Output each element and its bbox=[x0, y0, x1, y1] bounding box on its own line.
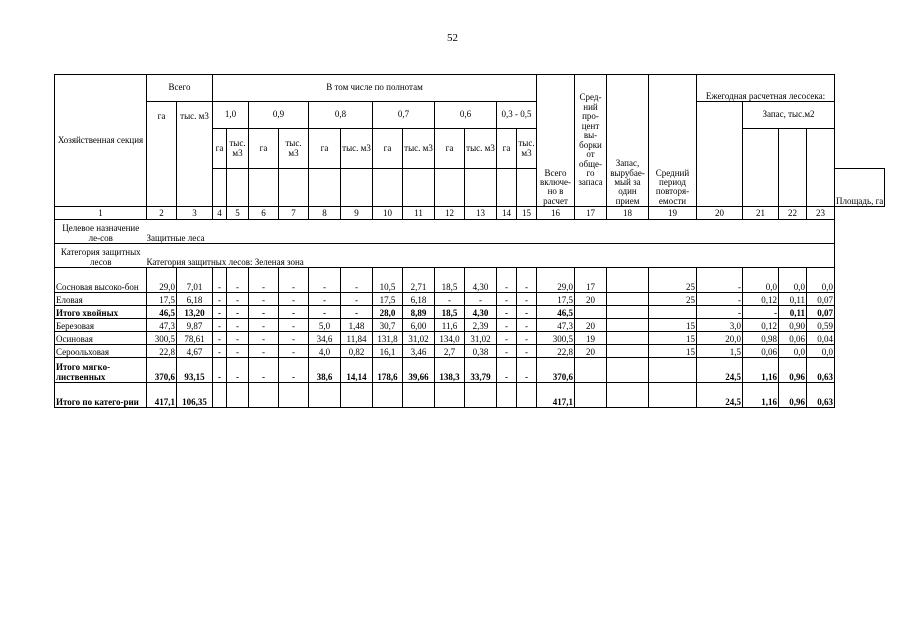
table-cell: 0,0 bbox=[743, 268, 779, 293]
table-cell: - bbox=[227, 306, 249, 319]
table-cell bbox=[607, 268, 649, 293]
sub-ha: га bbox=[309, 129, 341, 169]
table-cell bbox=[607, 383, 649, 408]
table-cell: 131,8 bbox=[373, 332, 403, 345]
column-number: 2 bbox=[147, 207, 177, 220]
table-cell bbox=[607, 332, 649, 345]
table-cell: 0,06 bbox=[743, 345, 779, 358]
table-cell: 2,7 bbox=[435, 345, 465, 358]
table-cell bbox=[309, 383, 341, 408]
table-cell: 15 bbox=[649, 345, 697, 358]
table-cell: 0,59 bbox=[807, 319, 835, 332]
purpose-label: Целевое назначение ле-сов bbox=[55, 220, 147, 244]
table-cell: - bbox=[309, 268, 341, 293]
table-cell: 1,5 bbox=[697, 345, 743, 358]
table-cell: 25 bbox=[649, 293, 697, 306]
table-row bbox=[55, 358, 885, 383]
table-cell: 0,06 bbox=[779, 332, 807, 345]
table-cell: 38,6 bbox=[309, 358, 341, 383]
table-cell: - bbox=[227, 268, 249, 293]
sub-ha: га bbox=[213, 129, 227, 169]
table-cell bbox=[575, 306, 607, 319]
header-section: Хозяйственная секция bbox=[55, 75, 147, 207]
table-cell: 34,6 bbox=[309, 332, 341, 345]
table-cell: 20,0 bbox=[697, 332, 743, 345]
table-cell bbox=[341, 383, 373, 408]
column-number: 9 bbox=[341, 207, 373, 220]
table-cell: 78,61 bbox=[177, 332, 213, 345]
table-cell: 134,0 bbox=[435, 332, 465, 345]
table-row bbox=[55, 293, 885, 306]
table-cell: - bbox=[497, 268, 517, 293]
column-number: 14 bbox=[497, 207, 517, 220]
table-cell: - bbox=[517, 306, 537, 319]
table-row bbox=[55, 306, 885, 319]
table-cell: 11,6 bbox=[435, 319, 465, 332]
table-cell: 33,79 bbox=[465, 358, 497, 383]
table-cell: 0,12 bbox=[743, 293, 779, 306]
table-cell bbox=[213, 383, 227, 408]
table-cell: 0,0 bbox=[807, 345, 835, 358]
table-cell bbox=[517, 383, 537, 408]
table-cell: - bbox=[497, 306, 517, 319]
table-cell: - bbox=[279, 293, 309, 306]
table-cell: - bbox=[279, 332, 309, 345]
table-cell: 370,6 bbox=[537, 358, 575, 383]
sub-ha: га bbox=[497, 129, 517, 169]
table-cell: 39,66 bbox=[403, 358, 435, 383]
table-cell: - bbox=[497, 332, 517, 345]
table-cell: 0,0 bbox=[779, 345, 807, 358]
table-cell: 417,1 bbox=[537, 383, 575, 408]
table-cell: 6,00 bbox=[403, 319, 435, 332]
table-cell: 1,16 bbox=[743, 358, 779, 383]
row-label: Осиновая bbox=[55, 332, 147, 345]
table-cell: 0,07 bbox=[807, 293, 835, 306]
table-cell bbox=[607, 293, 649, 306]
table-cell: 17,5 bbox=[147, 293, 177, 306]
column-number: 15 bbox=[517, 207, 537, 220]
table-cell: 138,3 bbox=[435, 358, 465, 383]
table-cell: - bbox=[213, 293, 227, 306]
header-thous-m3: тыс. м3 bbox=[177, 102, 213, 207]
column-number: 6 bbox=[249, 207, 279, 220]
column-number: 21 bbox=[743, 207, 779, 220]
sub-m3: тыс. м3 bbox=[227, 129, 249, 169]
table-cell: - bbox=[497, 293, 517, 306]
table-cell: 0,90 bbox=[779, 319, 807, 332]
table-cell: - bbox=[497, 358, 517, 383]
table-cell: 0,12 bbox=[743, 319, 779, 332]
column-number: 3 bbox=[177, 207, 213, 220]
sub-ha: га bbox=[435, 129, 465, 169]
table-cell: - bbox=[309, 306, 341, 319]
table-cell: 9,87 bbox=[177, 319, 213, 332]
column-number: 16 bbox=[537, 207, 575, 220]
header-ha: га bbox=[147, 102, 177, 207]
sub-m3: тыс. м3 bbox=[279, 129, 309, 169]
table-cell: - bbox=[435, 293, 465, 306]
table-row bbox=[55, 332, 885, 345]
table-cell bbox=[249, 383, 279, 408]
table-cell: 11,84 bbox=[341, 332, 373, 345]
table-cell: 106,35 bbox=[177, 383, 213, 408]
table-cell bbox=[607, 358, 649, 383]
table-cell: 0,04 bbox=[807, 332, 835, 345]
column-number: 17 bbox=[575, 207, 607, 220]
row-label: Сосновая высоко-бон bbox=[55, 268, 147, 293]
table-cell: - bbox=[697, 306, 743, 319]
table-cell: 29,0 bbox=[537, 268, 575, 293]
table-cell bbox=[649, 358, 697, 383]
table-cell: 6,18 bbox=[177, 293, 213, 306]
table-cell: 22,8 bbox=[537, 345, 575, 358]
table-cell: - bbox=[249, 332, 279, 345]
table-cell: 7,01 bbox=[177, 268, 213, 293]
column-number: 8 bbox=[309, 207, 341, 220]
table-cell: - bbox=[341, 306, 373, 319]
table-cell: 178,6 bbox=[373, 358, 403, 383]
table-cell: 47,3 bbox=[537, 319, 575, 332]
sub-m3: тыс. м3 bbox=[341, 129, 373, 169]
table-cell: 29,0 bbox=[147, 268, 177, 293]
header-area: Площадь, га bbox=[835, 169, 885, 207]
density-2: 0,9 bbox=[249, 102, 309, 129]
header-total-in-calc: Всего включе-но в расчет bbox=[537, 169, 575, 207]
table-cell: 13,20 bbox=[177, 306, 213, 319]
column-number: 19 bbox=[649, 207, 697, 220]
table-cell: 300,5 bbox=[147, 332, 177, 345]
table-cell bbox=[373, 383, 403, 408]
table-cell: 5,0 bbox=[309, 319, 341, 332]
table-cell: - bbox=[279, 268, 309, 293]
header-total: Всего bbox=[147, 75, 213, 102]
column-numbers-row bbox=[55, 207, 885, 220]
table-cell: - bbox=[743, 306, 779, 319]
column-number: 1 bbox=[55, 207, 147, 220]
table-row bbox=[55, 268, 885, 293]
table-cell: - bbox=[227, 358, 249, 383]
column-number: 12 bbox=[435, 207, 465, 220]
table-cell: 31,02 bbox=[403, 332, 435, 345]
table-cell: - bbox=[227, 319, 249, 332]
table-cell: - bbox=[517, 293, 537, 306]
sub-ha: га bbox=[249, 129, 279, 169]
header-stock-cut: Запас, вырубае-мый за один прием bbox=[607, 75, 649, 207]
table-cell: 1,16 bbox=[743, 383, 779, 408]
column-number: 13 bbox=[465, 207, 497, 220]
table-cell: 46,5 bbox=[537, 306, 575, 319]
table-cell: - bbox=[249, 358, 279, 383]
table-cell: 15 bbox=[649, 332, 697, 345]
table-cell: - bbox=[213, 306, 227, 319]
table-cell: 30,7 bbox=[373, 319, 403, 332]
density-3: 0,8 bbox=[309, 102, 373, 129]
table-cell: 4,30 bbox=[465, 268, 497, 293]
table-cell: - bbox=[279, 319, 309, 332]
page-number: 52 bbox=[447, 32, 458, 44]
table-cell bbox=[435, 383, 465, 408]
row-label: Еловая bbox=[55, 293, 147, 306]
table-cell: 1,48 bbox=[341, 319, 373, 332]
table-cell: - bbox=[517, 345, 537, 358]
table-cell: - bbox=[497, 345, 517, 358]
table-cell: 0,07 bbox=[807, 306, 835, 319]
table-cell: 0,38 bbox=[465, 345, 497, 358]
table-cell: 0,11 bbox=[779, 293, 807, 306]
table-cell bbox=[607, 345, 649, 358]
table-cell: 47,3 bbox=[147, 319, 177, 332]
header-avg-period: Средний период повторя-емости bbox=[649, 75, 697, 207]
table-cell: 4,30 bbox=[465, 306, 497, 319]
table-cell: 0,98 bbox=[743, 332, 779, 345]
table-cell: 0,63 bbox=[807, 383, 835, 408]
sub-m3: тыс. м3 bbox=[465, 129, 497, 169]
table-cell: 46,5 bbox=[147, 306, 177, 319]
table-cell: - bbox=[213, 268, 227, 293]
table-cell: - bbox=[249, 306, 279, 319]
table-cell: 3,46 bbox=[403, 345, 435, 358]
purpose-value: Защитные леса bbox=[147, 220, 835, 244]
table-cell: - bbox=[249, 293, 279, 306]
table-cell: - bbox=[249, 345, 279, 358]
table-cell: 17,5 bbox=[373, 293, 403, 306]
table-cell: - bbox=[227, 332, 249, 345]
table-row bbox=[55, 345, 885, 358]
table-cell bbox=[497, 383, 517, 408]
table-cell: - bbox=[517, 319, 537, 332]
table-cell: 20 bbox=[575, 319, 607, 332]
table-cell: 22,8 bbox=[147, 345, 177, 358]
table-cell: 0,96 bbox=[779, 383, 807, 408]
table-cell: 417,1 bbox=[147, 383, 177, 408]
row-label: Итого мягко-лиственных bbox=[55, 358, 147, 383]
table-cell: 3,0 bbox=[697, 319, 743, 332]
column-number: 7 bbox=[279, 207, 309, 220]
header-avg-pct: Сред-ний про-цент вы-борки от обще-го запаса bbox=[575, 75, 607, 207]
table-cell: 18,5 bbox=[435, 268, 465, 293]
table-cell bbox=[649, 306, 697, 319]
table-cell: 20 bbox=[575, 293, 607, 306]
table-cell: 10,5 bbox=[373, 268, 403, 293]
table-cell: - bbox=[465, 293, 497, 306]
table-cell: - bbox=[279, 306, 309, 319]
table-cell bbox=[465, 383, 497, 408]
table-cell: 0,82 bbox=[341, 345, 373, 358]
table-cell: - bbox=[227, 293, 249, 306]
header-stock-unit: Запас, тыс.м2 bbox=[743, 102, 835, 129]
table-cell: 0,0 bbox=[807, 268, 835, 293]
row-label: Итого хвойных bbox=[55, 306, 147, 319]
table-cell: 28,0 bbox=[373, 306, 403, 319]
table-cell: - bbox=[227, 345, 249, 358]
table-row bbox=[55, 319, 885, 332]
sub-m3: тыс. м3 bbox=[403, 129, 435, 169]
table-cell: - bbox=[213, 345, 227, 358]
table-cell: 2,39 bbox=[465, 319, 497, 332]
table-cell: 0,11 bbox=[779, 306, 807, 319]
table-cell: 0,63 bbox=[807, 358, 835, 383]
density-5: 0,6 bbox=[435, 102, 497, 129]
table-cell: - bbox=[309, 293, 341, 306]
table-cell: - bbox=[517, 268, 537, 293]
table-cell: - bbox=[213, 319, 227, 332]
table-cell: 18,5 bbox=[435, 306, 465, 319]
table-cell: 20 bbox=[575, 345, 607, 358]
table-cell: - bbox=[249, 319, 279, 332]
row-label: Сероольховая bbox=[55, 345, 147, 358]
table-cell: 24,5 bbox=[697, 383, 743, 408]
table-cell: - bbox=[517, 358, 537, 383]
table-cell: 0,96 bbox=[779, 358, 807, 383]
table-cell bbox=[607, 306, 649, 319]
table-cell: 0,0 bbox=[779, 268, 807, 293]
table-cell: - bbox=[279, 358, 309, 383]
table-cell bbox=[575, 383, 607, 408]
table-cell: - bbox=[497, 319, 517, 332]
table-cell: - bbox=[697, 293, 743, 306]
table-cell: 16,1 bbox=[373, 345, 403, 358]
table-cell bbox=[279, 383, 309, 408]
density-6: 0,3 - 0,5 bbox=[497, 102, 537, 129]
table-cell: 2,71 bbox=[403, 268, 435, 293]
table-cell bbox=[227, 383, 249, 408]
table-cell: 4,0 bbox=[309, 345, 341, 358]
sub-ha: га bbox=[373, 129, 403, 169]
column-number: 5 bbox=[227, 207, 249, 220]
table-cell bbox=[575, 358, 607, 383]
column-number: 20 bbox=[697, 207, 743, 220]
table-cell: 300,5 bbox=[537, 332, 575, 345]
table-cell: - bbox=[279, 345, 309, 358]
sub-m3: тыс. м3 bbox=[517, 129, 537, 169]
table-cell: 370,6 bbox=[147, 358, 177, 383]
table-cell: 8,89 bbox=[403, 306, 435, 319]
table-cell: - bbox=[341, 293, 373, 306]
table-cell bbox=[649, 383, 697, 408]
table-cell: - bbox=[341, 268, 373, 293]
table-cell: - bbox=[213, 358, 227, 383]
header-by-density: В том числе по полнотам bbox=[213, 75, 537, 102]
forest-table bbox=[54, 74, 885, 408]
table-cell: - bbox=[249, 268, 279, 293]
category-label: Категория защитных лесов bbox=[55, 244, 147, 268]
table-row bbox=[55, 383, 885, 408]
table-cell: 14,14 bbox=[341, 358, 373, 383]
column-number: 10 bbox=[373, 207, 403, 220]
table-cell: 6,18 bbox=[403, 293, 435, 306]
table-cell: 93,15 bbox=[177, 358, 213, 383]
table-cell: - bbox=[697, 268, 743, 293]
column-number: 23 bbox=[807, 207, 835, 220]
table-cell: 15 bbox=[649, 319, 697, 332]
row-label: Итого по катего-рии bbox=[55, 383, 147, 408]
table-cell: 4,67 bbox=[177, 345, 213, 358]
table-cell: 19 bbox=[575, 332, 607, 345]
column-number: 18 bbox=[607, 207, 649, 220]
density-1: 1,0 bbox=[213, 102, 249, 129]
table-cell: - bbox=[517, 332, 537, 345]
table-cell bbox=[403, 383, 435, 408]
table-cell: 25 bbox=[649, 268, 697, 293]
table-cell: 17,5 bbox=[537, 293, 575, 306]
row-label: Березовая bbox=[55, 319, 147, 332]
table-cell bbox=[607, 319, 649, 332]
table-cell: 24,5 bbox=[697, 358, 743, 383]
density-4: 0,7 bbox=[373, 102, 435, 129]
column-number: 4 bbox=[213, 207, 227, 220]
table-cell: 31,02 bbox=[465, 332, 497, 345]
column-number: 22 bbox=[779, 207, 807, 220]
column-number: 11 bbox=[403, 207, 435, 220]
table-cell: 17 bbox=[575, 268, 607, 293]
header-annual: Ежегодная расчетная лесосека: bbox=[697, 75, 835, 102]
table-cell: - bbox=[213, 332, 227, 345]
category-value: Категория защитных лесов: Зеленая зона bbox=[147, 244, 835, 268]
